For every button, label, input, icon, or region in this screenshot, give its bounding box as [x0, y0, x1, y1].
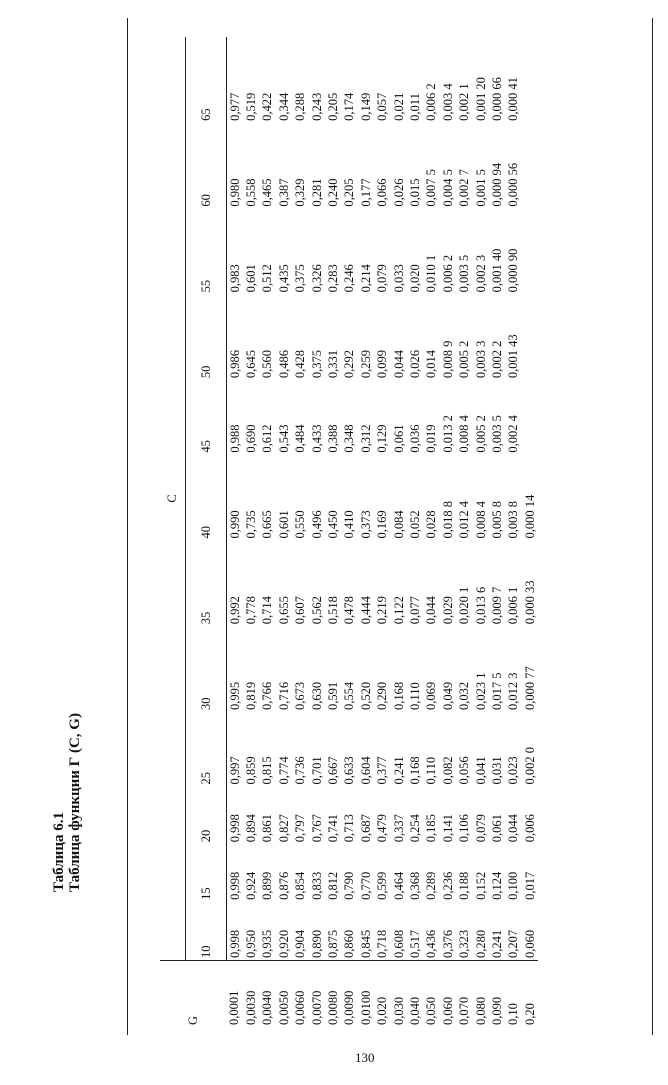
table-cell: 0,701: [309, 756, 324, 785]
table-cell: 0,859: [243, 756, 258, 785]
table-cell: 0,044: [391, 350, 406, 379]
table-cell: 0,032: [457, 681, 472, 710]
table-cell: [522, 294, 538, 380]
c-column-header: 55: [186, 209, 226, 295]
table-cell: 0,690: [243, 424, 258, 453]
table-cell: [522, 380, 538, 455]
table-cell: 0,478: [342, 596, 357, 625]
table-cell: 0,630: [309, 681, 324, 710]
table-cell: 0,013 2: [440, 415, 455, 453]
table-title: Таблица функции Г (С, G): [67, 713, 83, 892]
table-cell: 0,778: [243, 596, 258, 625]
c-column-header: 15: [186, 844, 226, 902]
table-cell: 0,854: [293, 871, 308, 900]
table-row: [374, 37, 390, 1027]
table-cell: 0,520: [358, 681, 373, 710]
gamma-function-table: [160, 37, 538, 1027]
table-cell: 0,002 7: [457, 169, 472, 207]
table-cell: 0,009 7: [490, 586, 504, 625]
table-cell: 0,292: [342, 350, 357, 379]
table-cell: 0,122: [391, 596, 406, 625]
table-cell: 0,240: [325, 178, 340, 207]
table-cell: 0,554: [342, 681, 357, 710]
table-cell: 0,205: [342, 178, 357, 207]
table-cell: 0,013 6: [473, 586, 488, 625]
table-cell: 0,444: [358, 596, 373, 625]
table-cell: 0,026: [407, 350, 422, 379]
g-value-cell: 0,070: [456, 961, 472, 1028]
table-cell: 0,435: [276, 264, 291, 293]
table-cell: 0,069: [424, 681, 439, 710]
c-column-header: 35: [186, 540, 226, 626]
table-cell: 0,337: [391, 814, 406, 843]
table-cell: 0,986: [227, 350, 242, 379]
table-cell: 0,591: [325, 681, 340, 710]
table-cell: 0,992: [227, 596, 242, 625]
table-cell: 0,479: [375, 814, 390, 843]
table-cell: 0,077: [407, 596, 422, 625]
table-cell: 0,770: [358, 871, 373, 900]
table-cell: 0,990: [227, 510, 242, 539]
table-cell: 0,002 0: [522, 747, 537, 785]
table-cell: [522, 123, 538, 209]
table-cell: 0,168: [407, 756, 422, 785]
table-cell: 0,348: [342, 424, 357, 453]
table-row: [423, 37, 439, 1027]
g-value-cell: 0,0080: [325, 961, 341, 1028]
table-cell: 0,331: [325, 350, 340, 379]
table-cell: 0,017: [522, 871, 537, 900]
table-cell: 0,861: [260, 814, 275, 843]
table-cell: 0,000 90: [506, 248, 521, 293]
table-cell: 0,875: [325, 929, 340, 958]
table-cell: 0,001 5: [473, 169, 488, 207]
table-cell: 0,735: [243, 510, 258, 539]
table-row: [276, 37, 292, 1027]
table-cell: 0,002 4: [506, 415, 521, 453]
table-cell: 0,019: [424, 424, 439, 453]
table-cell: 0,084: [391, 510, 406, 539]
table-cell: 0,667: [325, 756, 340, 785]
table-cell: 0,002 3: [473, 254, 488, 293]
table-row: [505, 37, 521, 1027]
table-cell: 0,599: [375, 871, 390, 900]
table-cell: 0,812: [325, 871, 340, 900]
table-cell: 0,375: [309, 350, 324, 379]
table-row: [243, 37, 259, 1027]
table-cell: 0,983: [227, 264, 242, 293]
table-cell: 0,388: [325, 424, 340, 453]
table-cell: 0,904: [293, 929, 308, 958]
table-cell: 0,031: [490, 756, 504, 785]
table-cell: 0,003 5: [490, 415, 504, 453]
table-cell: 0,004 5: [440, 169, 455, 207]
table-cell: 0,833: [309, 871, 324, 900]
table-row: [341, 37, 357, 1027]
c-column-header: 30: [186, 626, 226, 712]
table-cell: 0,519: [243, 92, 258, 121]
g-value-cell: 0,0030: [243, 961, 259, 1028]
table-row: [309, 37, 325, 1027]
table-cell: 0,012 4: [457, 500, 472, 539]
table-cell: 0,428: [293, 350, 308, 379]
table-cell: 0,326: [309, 264, 324, 293]
table-cell: 0,246: [342, 264, 357, 293]
table-cell: 0,819: [243, 681, 258, 710]
table-header-top: [160, 37, 186, 1027]
c-column-header: 20: [186, 787, 226, 845]
table-cell: 0,029: [440, 596, 455, 625]
g-value-cell: 0,0070: [309, 961, 325, 1028]
c-column-header: 45: [186, 380, 226, 455]
table-cell: 0,214: [358, 264, 373, 293]
table-cell: 0,465: [260, 178, 275, 207]
table-cell: 0,177: [358, 178, 373, 207]
c-column-header: 25: [186, 712, 226, 787]
g-value-cell: 0,0060: [292, 961, 308, 1028]
table-cell: 0,766: [260, 681, 275, 710]
table-cell: 0,998: [227, 929, 242, 958]
table-cell: 0,082: [440, 756, 455, 785]
table-cell: 0,110: [424, 756, 439, 785]
table-cell: 0,997: [227, 756, 242, 785]
table-cell: 0,008 9: [440, 340, 455, 379]
table-cell: 0,436: [424, 929, 439, 958]
table-cell: 0,998: [227, 871, 242, 900]
table-cell: 0,736: [293, 756, 308, 785]
table-cell: 0,716: [276, 681, 291, 710]
table-cell: 0,015: [407, 178, 422, 207]
table-row: [407, 37, 423, 1027]
table-cell: 0,152: [473, 871, 488, 900]
table-cell: [522, 209, 538, 295]
table-cell: 0,033: [391, 264, 406, 293]
table-cell: 0,560: [260, 350, 275, 379]
table-cell: 0,057: [375, 92, 390, 121]
table-cell: 0,259: [358, 350, 373, 379]
page-number: 130: [355, 1050, 375, 1065]
g-value-cell: 0,0050: [276, 961, 292, 1028]
table-row: [489, 37, 505, 1027]
table-cell: 0,604: [358, 756, 373, 785]
table-cell: 0,243: [309, 92, 324, 121]
table-cell: 0,000 14: [522, 494, 537, 539]
table-cell: 0,484: [293, 424, 308, 453]
table-cell: 0,410: [342, 510, 357, 539]
table-cell: 0,000 94: [490, 162, 504, 207]
table-cell: 0,422: [260, 92, 275, 121]
table-cell: 0,995: [227, 681, 242, 710]
table-body: [226, 37, 538, 1027]
g-value-cell: 0,020: [374, 961, 390, 1028]
table-cell: 0,188: [457, 871, 472, 900]
table-cell: 0,169: [375, 510, 390, 539]
table-cell: 0,006 2: [424, 83, 439, 121]
table-cell: 0,612: [260, 424, 275, 453]
table-cell: 0,006 1: [506, 586, 521, 625]
table-cell: 0,767: [309, 814, 324, 843]
g-value-cell: 0,060: [440, 961, 456, 1028]
table-cell: 0,149: [358, 92, 373, 121]
table-cell: 0,876: [276, 871, 291, 900]
table-cell: 0,543: [276, 424, 291, 453]
table-cell: 0,001 40: [490, 248, 504, 293]
table-cell: 0,998: [227, 814, 242, 843]
table-cell: 0,011: [407, 93, 422, 121]
table-cell: 0,006: [522, 814, 537, 843]
table-cell: 0,687: [358, 814, 373, 843]
table-cell: 0,041: [473, 756, 488, 785]
table-row: [259, 37, 275, 1027]
g-value-cell: 0,0040: [259, 961, 275, 1028]
table-cell: 0,017 5: [490, 672, 504, 710]
table-number: Таблица 6.1: [51, 812, 67, 892]
table-cell: 0,827: [276, 814, 291, 843]
c-values-header-row: [186, 37, 226, 1027]
g-value-cell: 0,050: [423, 961, 439, 1028]
g-value-cell: 0,090: [489, 961, 505, 1028]
table-cell: 0,815: [260, 756, 275, 785]
table-cell: 0,028: [424, 510, 439, 539]
g-value-cell: 0,030: [391, 961, 407, 1028]
table-cell: 0,021: [391, 92, 406, 121]
c-column-header: 40: [186, 455, 226, 541]
rotated-page-content: [45, 27, 665, 1027]
table-cell: 0,241: [490, 929, 504, 958]
table-cell: 0,003 3: [473, 340, 488, 379]
table-cell: 0,002 1: [457, 83, 472, 121]
table-cell: 0,608: [391, 929, 406, 958]
table-cell: 0,020 1: [457, 586, 472, 625]
table-cell: 0,005 2: [473, 415, 488, 453]
g-value-cell: 0,080: [473, 961, 489, 1028]
table-cell: 0,023: [506, 756, 521, 785]
table-cell: 0,601: [276, 510, 291, 539]
table-row: [456, 37, 472, 1027]
table-cell: 0,920: [276, 929, 291, 958]
table-row: [440, 37, 456, 1027]
table-cell: 0,290: [375, 681, 390, 710]
table-cell: 0,100: [506, 871, 521, 900]
table-cell: 0,486: [276, 350, 291, 379]
table-cell: 0,977: [227, 92, 242, 121]
table-cell: 0,000 66: [490, 77, 504, 121]
table-cell: 0,517: [407, 929, 422, 958]
table-cell: 0,713: [342, 814, 357, 843]
table-cell: 0,280: [473, 929, 488, 958]
table-cell: 0,001 20: [473, 77, 488, 121]
c-column-header: 60: [186, 123, 226, 209]
table-cell: 0,061: [391, 424, 406, 453]
table-cell: 0,433: [309, 424, 324, 453]
table-cell: 0,375: [293, 264, 308, 293]
table-cell: 0,645: [243, 350, 258, 379]
table-cell: 0,512: [260, 264, 275, 293]
g-value-cell: 0,0100: [358, 961, 374, 1028]
table-cell: 0,312: [358, 424, 373, 453]
table-cell: 0,289: [424, 871, 439, 900]
table-row: [358, 37, 374, 1027]
table-cell: 0,174: [342, 92, 357, 121]
table-cell: 0,288: [293, 92, 308, 121]
table-cell: 0,845: [358, 929, 373, 958]
table-row: [325, 37, 341, 1027]
table-cell: 0,168: [391, 681, 406, 710]
table-cell: 0,012 3: [506, 672, 521, 710]
g-column-header: G: [160, 961, 226, 1028]
table-cell: 0,601: [243, 264, 258, 293]
g-value-cell: 0,10: [505, 961, 521, 1028]
table-cell: 0,219: [375, 596, 390, 625]
g-value-cell: 0,0090: [341, 961, 357, 1028]
table-cell: 0,387: [276, 178, 291, 207]
table-cell: 0,236: [440, 871, 455, 900]
table-cell: 0,141: [440, 814, 455, 843]
table-cell: 0,008 4: [473, 500, 488, 539]
table-cell: 0,005 2: [457, 340, 472, 379]
table-cell: 0,056: [457, 756, 472, 785]
table-cell: 0,061: [490, 814, 504, 843]
table-cell: 0,718: [375, 929, 390, 958]
table-cell: [522, 37, 538, 123]
table-cell: 0,464: [391, 871, 406, 900]
table-cell: 0,558: [243, 178, 258, 207]
table-cell: 0,079: [473, 814, 488, 843]
table-cell: 0,002 2: [490, 340, 504, 379]
table-cell: 0,376: [440, 929, 455, 958]
table-cell: 0,329: [293, 178, 308, 207]
table-cell: 0,010 1: [424, 254, 439, 293]
c-column-header: 65: [186, 37, 226, 123]
table-cell: 0,003 5: [457, 254, 472, 293]
table-cell: 0,185: [424, 814, 439, 843]
table-cell: 0,550: [293, 510, 308, 539]
table-cell: 0,607: [293, 596, 308, 625]
table-cell: 0,774: [276, 756, 291, 785]
table-cell: 0,129: [375, 424, 390, 453]
table-cell: 0,079: [375, 264, 390, 293]
table-cell: 0,562: [309, 596, 324, 625]
table-cell: 0,633: [342, 756, 357, 785]
table-cell: 0,014: [424, 350, 439, 379]
table-cell: 0,000 41: [506, 77, 521, 121]
table-cell: 0,000 56: [506, 162, 521, 207]
table-cell: 0,935: [260, 929, 275, 958]
table-cell: 0,741: [325, 814, 340, 843]
table-row: [473, 37, 489, 1027]
table-cell: 0,008 4: [457, 415, 472, 453]
table-cell: 0,241: [391, 756, 406, 785]
table-cell: 0,005 8: [490, 500, 504, 539]
c-group-header: C: [160, 37, 186, 961]
table-cell: 0,026: [391, 178, 406, 207]
table-cell: 0,099: [375, 350, 390, 379]
table-cell: 0,001 43: [506, 334, 521, 379]
table-cell: 0,106: [457, 814, 472, 843]
g-value-cell: 0,040: [407, 961, 423, 1028]
table-cell: 0,518: [325, 596, 340, 625]
table-row: [226, 37, 243, 1027]
table-cell: 0,860: [342, 929, 357, 958]
table-cell: 0,323: [457, 929, 472, 958]
table-cell: 0,000 33: [522, 580, 537, 625]
table-cell: 0,373: [358, 510, 373, 539]
table-cell: 0,673: [293, 681, 308, 710]
table-cell: 0,496: [309, 510, 324, 539]
table-cell: 0,044: [424, 596, 439, 625]
table-cell: 0,006 2: [440, 254, 455, 293]
table-cell: 0,655: [276, 596, 291, 625]
table-cell: 0,344: [276, 92, 291, 121]
table-row: [522, 37, 538, 1027]
table-cell: 0,899: [260, 871, 275, 900]
table-cell: 0,283: [325, 264, 340, 293]
table-cell: 0,207: [506, 929, 521, 958]
table-cell: 0,980: [227, 178, 242, 207]
c-column-header: 10: [186, 902, 226, 961]
table-cell: 0,368: [407, 871, 422, 900]
table-cell: 0,281: [309, 178, 324, 207]
table-cell: 0,377: [375, 756, 390, 785]
table-cell: 0,894: [243, 814, 258, 843]
table-cell: 0,205: [325, 92, 340, 121]
table-cell: 0,450: [325, 510, 340, 539]
table-cell: 0,254: [407, 814, 422, 843]
table-cell: 0,049: [440, 681, 455, 710]
table-cell: 0,007 5: [424, 169, 439, 207]
table-cell: 0,060: [522, 929, 537, 958]
table-cell: 0,790: [342, 871, 357, 900]
g-value-cell: 0,0001: [226, 961, 243, 1028]
table-cell: 0,020: [407, 264, 422, 293]
table-cell: 0,018 8: [440, 500, 455, 539]
table-cell: 0,988: [227, 424, 242, 453]
table-cell: 0,890: [309, 929, 324, 958]
table-cell: 0,665: [260, 510, 275, 539]
table-cell: 0,000 77: [522, 666, 537, 710]
table-cell: 0,924: [243, 871, 258, 900]
table-cell: 0,797: [293, 814, 308, 843]
table-cell: 0,066: [375, 178, 390, 207]
table-caption: [51, 713, 83, 892]
table-cell: 0,044: [506, 814, 521, 843]
g-value-cell: 0,20: [522, 961, 538, 1028]
table-cell: 0,714: [260, 596, 275, 625]
table-cell: 0,003 8: [506, 500, 521, 539]
table-cell: 0,110: [407, 682, 422, 710]
table-row: [391, 37, 407, 1027]
table-cell: 0,003 4: [440, 83, 455, 121]
table-row: [292, 37, 308, 1027]
c-column-header: 50: [186, 294, 226, 380]
table-cell: 0,023 1: [473, 672, 488, 710]
table-cell: 0,124: [490, 871, 504, 900]
table-cell: 0,950: [243, 929, 258, 958]
table-cell: 0,036: [407, 424, 422, 453]
table-cell: 0,052: [407, 510, 422, 539]
